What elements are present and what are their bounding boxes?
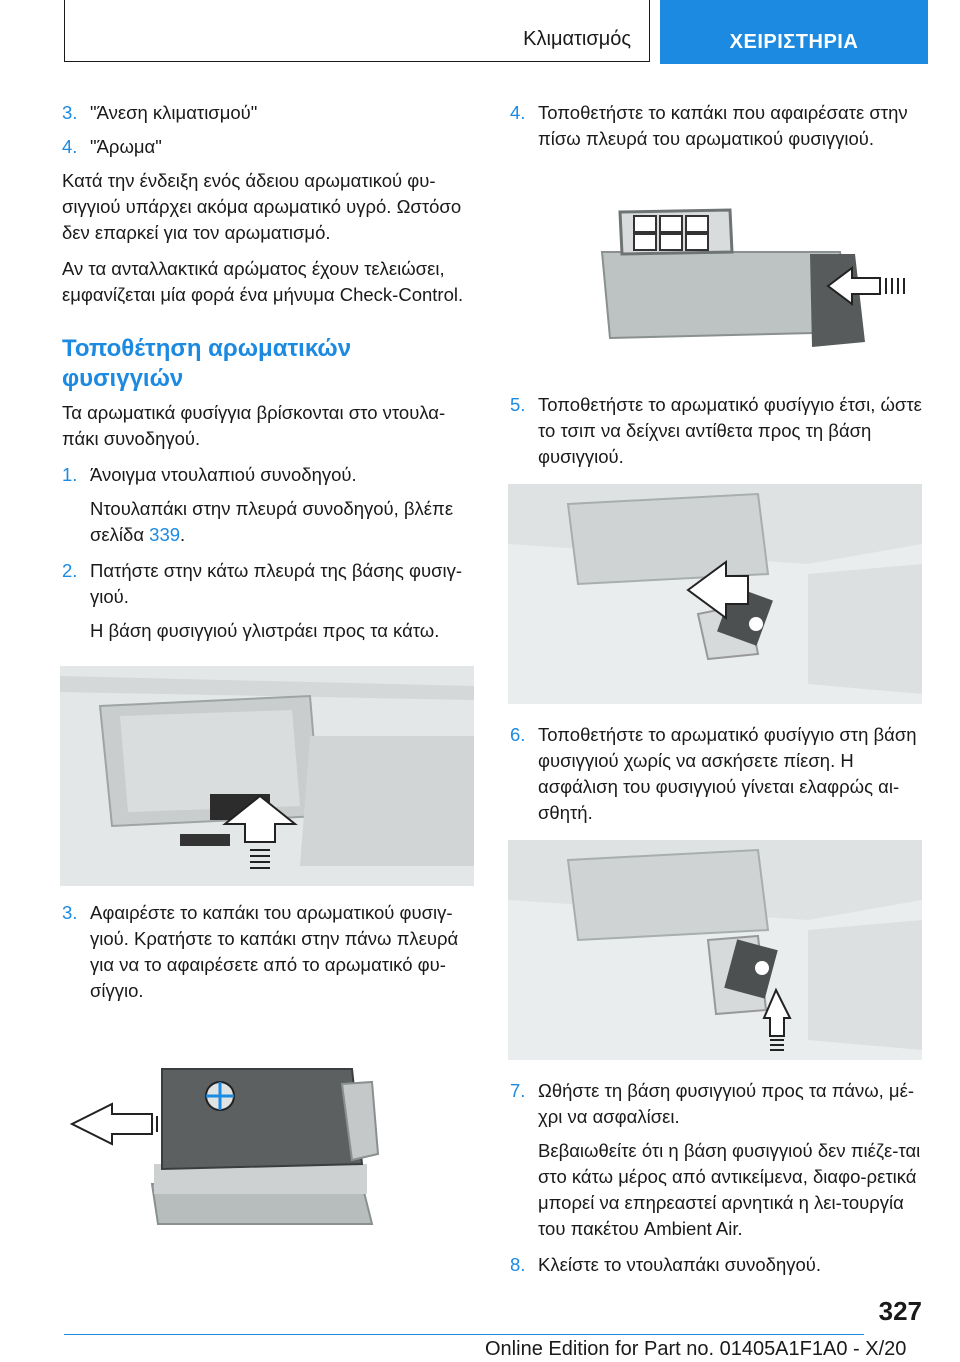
glovebox-illustration — [60, 666, 474, 886]
step-text: Ωθήστε τη βάση φυσιγγιού προς τα πάνω, μέ-χρι να ασφαλίσει. — [538, 1080, 914, 1127]
cartridge-cap-illustration — [62, 1034, 476, 1234]
list-number: 3. — [62, 102, 78, 123]
figure-cap-on-back — [510, 192, 924, 362]
figure-remove-cap — [62, 1034, 476, 1234]
step-number: 4. — [510, 102, 526, 123]
cartridge-inserted-illustration — [508, 840, 922, 1060]
paragraph-check-control: Αν τα ανταλλακτικά αρώματος έχουν τελειώσει, εμφανίζεται μία φορά ένα μήνυμα Check-Control. — [62, 258, 464, 305]
list-number: 4. — [62, 136, 78, 157]
step-2-detail: Η βάση φυσιγγιού γλιστράει προς τα κάτω. — [90, 620, 440, 641]
step-text: Αφαιρέστε το καπάκι του αρωματικού φυσιγ-γιού. Κρατήστε το καπάκι στην πάνω πλευρά για να το αφαιρέσετε από το αρωματικό φυ-σίγγιο. — [90, 902, 459, 1001]
left-column — [62, 100, 474, 1234]
list-text: "Άρωμα" — [90, 136, 162, 157]
step-1-detail-text: Ντουλαπάκι στην πλευρά συνοδηγού, βλέπε σελίδα — [90, 498, 454, 545]
step-3 — [62, 900, 474, 1004]
step-1 — [62, 462, 474, 488]
figure-glovebox-holder — [60, 666, 474, 886]
step-8 — [510, 1252, 922, 1278]
header-section-title: Κλιματισμός — [523, 28, 631, 50]
step-text: Άνοιγμα ντουλαπιού συνοδηγού. — [90, 464, 357, 485]
step-number: 5. — [510, 394, 526, 415]
step-number: 1. — [62, 464, 78, 485]
step-number: 3. — [62, 902, 78, 923]
step-7 — [510, 1078, 922, 1130]
list-item — [62, 134, 474, 160]
step-5 — [510, 392, 922, 470]
header-chapter-tab: ΧΕΙΡΙΣΤΗΡΙΑ — [660, 0, 928, 64]
step-text: Πατήστε στην κάτω πλευρά της βάσης φυσιγ-γιού. — [90, 560, 463, 607]
step-number: 7. — [510, 1080, 526, 1101]
figure-cartridge-inserted — [508, 840, 922, 1060]
section-heading: Τοποθέτηση αρωματικών φυσιγγιών — [62, 335, 352, 392]
right-column — [510, 100, 922, 1286]
page-number: 327 — [878, 1296, 922, 1326]
header-section-box — [64, 0, 650, 62]
step-number: 2. — [62, 560, 78, 581]
step-number: 6. — [510, 724, 526, 745]
step-text: Τοποθετήστε το καπάκι που αφαιρέσατε στην πίσω πλευρά του αρωματικού φυσιγγιού. — [538, 102, 908, 149]
step-4 — [510, 100, 922, 152]
footer-edition: Online Edition for Part no. 01405A1F1A0 - X/20 — [485, 1338, 907, 1360]
page-header — [64, 0, 928, 64]
step-1-detail-end: . — [180, 524, 186, 545]
paragraph-intro: Τα αρωματικά φυσίγγια βρίσκονται στο ντουλα-πάκι συνοδηγού. — [62, 402, 446, 449]
step-text: Κλείστε το ντουλαπάκι συνοδηγού. — [538, 1254, 822, 1275]
footer-divider — [64, 1334, 864, 1335]
page-link-339[interactable]: 339 — [149, 524, 181, 545]
holder-orientation-illustration — [508, 484, 922, 704]
list-text: "Άνεση κλιματισμού" — [90, 102, 258, 123]
step-text: Τοποθετήστε το αρωματικό φυσίγγιο στη βάση φυσιγγιού χωρίς να ασκήσετε πίεση. Η ασφάλιση του φυσιγγιού γίνεται ελαφρώς αι-σθητή. — [538, 724, 917, 823]
step-7-detail: Βεβαιωθείτε ότι η βάση φυσιγγιού δεν πιέζε-ται στο κάτω μέρος από αντικείμενα, διαφο-ρετικά μπορεί να επηρεαστεί αρνητικά η λει-τουργία του πακέτου Ambient Air. — [538, 1140, 921, 1239]
step-2 — [62, 558, 474, 610]
figure-chip-orientation — [508, 484, 922, 704]
step-text: Τοποθετήστε το αρωματικό φυσίγγιο έτσι, ώστε το τσιπ να δείχνει αντίθετα προς τη βάση φυσιγγιού. — [538, 394, 922, 467]
step-6 — [510, 722, 922, 826]
step-1-detail — [90, 496, 474, 548]
cap-back-illustration — [510, 192, 924, 362]
list-item — [62, 100, 474, 126]
paragraph-empty-cartridge: Κατά την ένδειξη ενός άδειου αρωματικού φυ-σιγγιού υπάρχει ακόμα αρωματικό υγρό. Ωστόσο δεν επαρκεί για τον αρωματισμό. — [62, 170, 462, 243]
step-number: 8. — [510, 1254, 526, 1275]
